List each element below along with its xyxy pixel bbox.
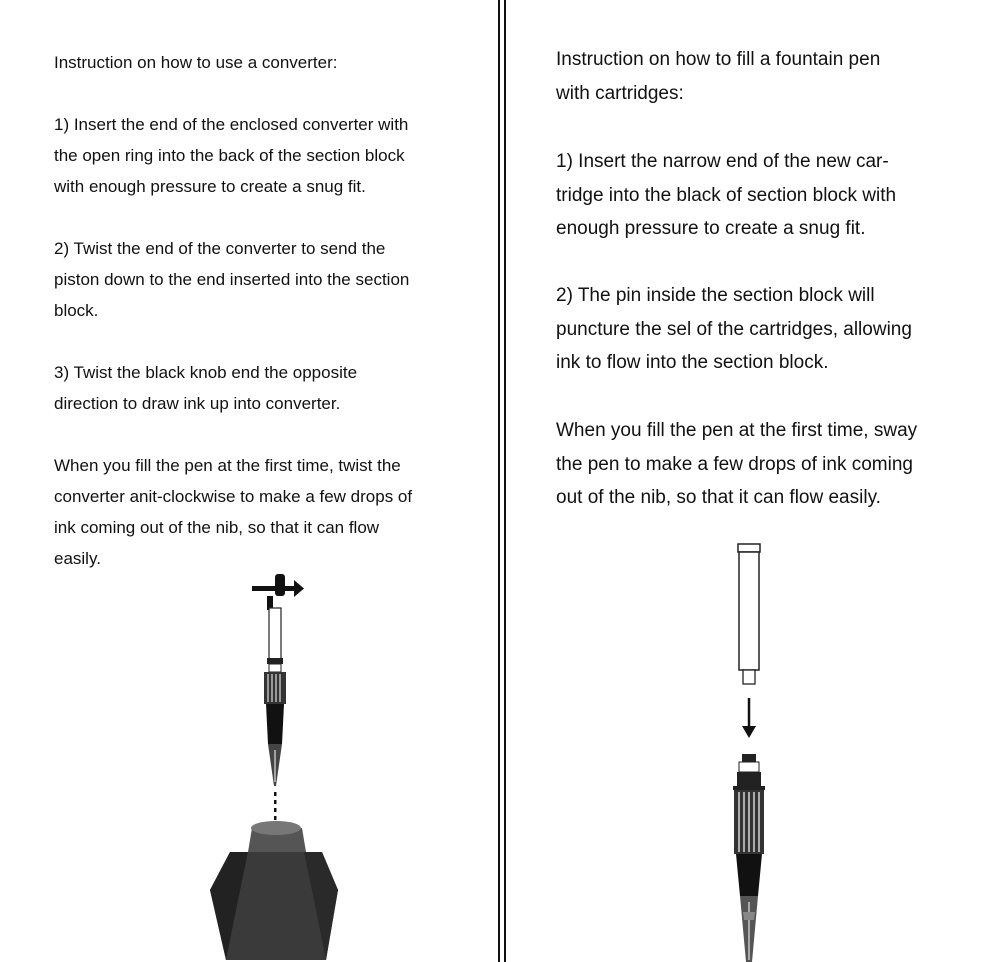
- text-line: ink coming out of the nib, so that it can flow: [54, 518, 380, 537]
- ink-cartridge: [738, 544, 760, 684]
- divider-line: [504, 0, 506, 962]
- converter-step-3: [54, 357, 357, 419]
- down-arrow-icon: [742, 698, 756, 738]
- text-line: When you fill the pen at the first time, sway: [556, 420, 918, 441]
- pen-nib: [740, 896, 758, 962]
- converter-pen-illustration: [190, 560, 350, 960]
- text-line: direction to draw ink up into converter.: [54, 394, 341, 413]
- cartridge-step-2: [556, 279, 912, 380]
- text-line: Instruction on how to use a converter:: [54, 53, 338, 72]
- cartridge-title: [556, 43, 880, 110]
- text-line: 3) Twist the black knob end the opposite: [54, 363, 358, 382]
- cartridge-note: [556, 414, 917, 515]
- ink-drops: [274, 792, 277, 820]
- cartridge-pen-illustration: [710, 540, 790, 962]
- text-line: When you fill the pen at the first time, twist the: [54, 456, 401, 475]
- text-line: ink to flow into the section block.: [556, 352, 829, 373]
- cartridge-step-1: [556, 145, 896, 246]
- text-line: with enough pressure to create a snug fit.: [54, 177, 366, 196]
- text-line: 1) Insert the narrow end of the new car-: [556, 151, 889, 172]
- text-line: the open ring into the back of the section block: [54, 146, 405, 165]
- text-line: piston down to the end inserted into the section: [54, 270, 410, 289]
- converter-note: [54, 450, 412, 574]
- text-line: 2) Twist the end of the converter to send the: [54, 239, 386, 258]
- ink-bottle: [210, 821, 338, 960]
- text-line: puncture the sel of the cartridges, allowing: [556, 318, 912, 340]
- text-line: out of the nib, so that it can flow easily.: [556, 487, 881, 508]
- text-line: tridge into the black of section block with: [556, 184, 897, 206]
- pen-section: [264, 672, 286, 744]
- text-line: 2) The pin inside the section block will: [556, 285, 875, 306]
- text-line: block.: [54, 301, 99, 320]
- converter-step-2: [54, 233, 409, 326]
- text-line: easily.: [54, 549, 101, 568]
- text-line: 1) Insert the end of the enclosed converter with: [54, 115, 409, 134]
- rotate-arrow-icon: [252, 574, 304, 610]
- text-line: with cartridges:: [556, 82, 684, 104]
- pen-section: [733, 754, 765, 896]
- divider-line: [498, 0, 500, 962]
- text-line: the pen to make a few drops of ink coming: [556, 453, 913, 475]
- text-line: enough pressure to create a snug fit.: [556, 218, 866, 239]
- converter-title: [54, 47, 338, 78]
- converter-body: [269, 608, 281, 660]
- text-line: Instruction on how to fill a fountain pen: [556, 49, 881, 70]
- converter-step-1: [54, 109, 408, 202]
- text-line: converter anit-clockwise to make a few drops of: [54, 487, 413, 506]
